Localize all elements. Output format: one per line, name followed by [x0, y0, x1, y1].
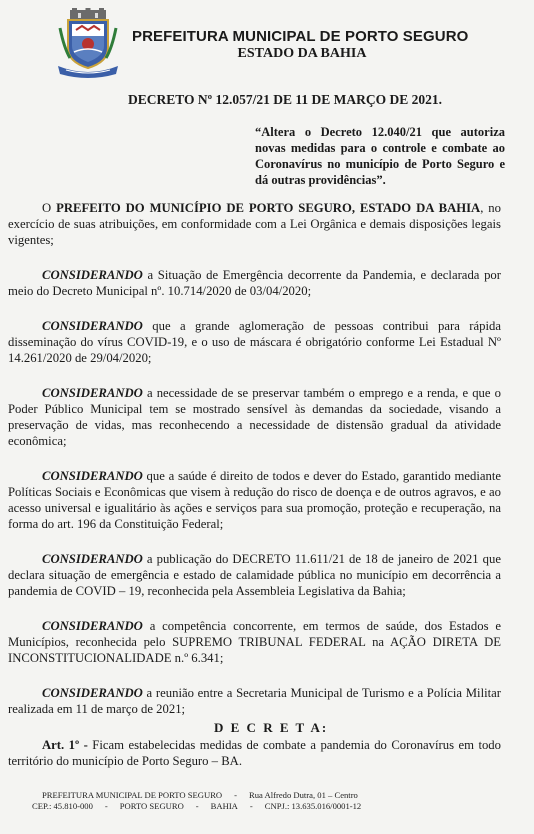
footer-address: Rua Alfredo Dutra, 01 – Centro	[249, 790, 358, 800]
considerando-paragraph	[8, 385, 501, 449]
considerando-label: CONSIDERANDO	[42, 686, 143, 700]
preamble-lead: O	[42, 201, 57, 215]
considerando-label: CONSIDERANDO	[42, 552, 143, 566]
header-title: PREFEITURA MUNICIPAL DE PORTO SEGURO	[132, 28, 469, 45]
considerando-paragraph	[8, 468, 501, 532]
considerando-label: CONSIDERANDO	[42, 619, 143, 633]
considerando-label: CONSIDERANDO	[42, 319, 143, 333]
considerando-paragraph	[8, 267, 501, 299]
header-subtitle: ESTADO DA BAHIA	[237, 46, 367, 61]
considerando-text: a publicação do DECRETO 11.611/21 de 18 de janeiro de 2021 que declara situação de emergência e estado de calamidade pública no município em decorrência a pandemia de COVID – 19, reconhecida pela Assembleia Legislativa da Bahia;	[8, 552, 501, 598]
footer-org: PREFEITURA MUNICIPAL DE PORTO SEGURO	[42, 790, 223, 800]
considerando-text: a necessidade de se preservar também o emprego e a renda, e que o Poder Público Municipal tem se mostrado sensível às demandas da sociedade, visando a preservação de vidas, mas reconhecendo a necessidade de distensão gradual da atividade econômica;	[8, 386, 501, 448]
footer-city: PORTO SEGURO	[119, 801, 184, 811]
considerando-label: CONSIDERANDO	[42, 386, 143, 400]
footer-line-2: CEP.: 45.810-000 - PORTO SEGURO - BAHIA - CNPJ.: 13.635.016/0001-12	[32, 801, 362, 811]
article-1-label: Art. 1º -	[42, 738, 88, 752]
considerando-paragraph	[8, 618, 501, 666]
considerando-label: CONSIDERANDO	[42, 268, 143, 282]
considerando-paragraph	[8, 318, 501, 366]
considerando-paragraph	[8, 551, 501, 599]
footer-cnpj: CNPJ.: 13.635.016/0001-12	[264, 801, 362, 811]
article-1-text: Ficam estabelecidas medidas de combate a pandemia do Coronavírus em todo território do município de Porto Seguro – BA.	[8, 738, 501, 768]
considerando-text: a competência concorrente, em termos de saúde, dos Estados e Municípios, reconhecida pelo SUPREMO TRIBUNAL FEDERAL na AÇÃO DIRETA DE INCONSTITUCIONALIDADE n.º 6.341;	[8, 619, 501, 665]
footer-line-1: PREFEITURA MUNICIPAL DE PORTO SEGURO - Rua Alfredo Dutra, 01 – Centro	[42, 790, 358, 800]
coat-of-arms-icon	[56, 8, 120, 78]
decree-body	[8, 200, 501, 736]
footer-state: BAHIA	[210, 801, 238, 811]
article-1	[8, 737, 501, 769]
decreta-heading: D E C R E T A:	[214, 720, 329, 735]
preamble-paragraph	[8, 200, 501, 248]
preamble-rest: , no exercício de suas atribuições, em conformidade com a Lei Orgânica e demais disposições legais vigentes;	[8, 201, 501, 247]
considerando-paragraph	[8, 685, 501, 717]
considerando-text: a reunião entre a Secretaria Municipal de Turismo e a Polícia Militar realizada em 11 de março de 2021;	[8, 686, 501, 716]
preamble-authority: PREFEITO DO MUNICÍPIO DE PORTO SEGURO, ESTADO DA BAHIA	[56, 201, 481, 215]
page-footer	[20, 790, 500, 812]
decree-title: DECRETO Nº 12.057/21 DE 11 DE MARÇO DE 2021.	[128, 92, 442, 107]
considerando-text: a Situação de Emergência decorrente da Pandemia, e declarada por meio do Decreto Municipal nº. 10.714/2020 de 03/04/2020;	[8, 268, 501, 298]
considerando-label: CONSIDERANDO	[42, 469, 143, 483]
considerando-text: que a grande aglomeração de pessoas contribui para rápida disseminação do vírus COVID-19, e o uso de máscara é obrigatório conforme Lei Estadual Nº 14.261/2020 de 29/04/2020;	[8, 319, 501, 365]
decree-summary: “Altera o Decreto 12.040/21 que autoriza novas medidas para o controle e combate ao Coronavírus no município de Porto Seguro e dá outras providências”.	[255, 125, 505, 187]
considerando-text: que a saúde é direito de todos e dever do Estado, garantido mediante Políticas Sociais e Econômicas que visem à redução do risco de doença e de outros agravos, e ao acesso universal e igualitário às ações e serviços para sua promoção, proteção e recuperação, na forma do art. 196 da Constituição Federal;	[8, 469, 501, 531]
footer-cep: CEP.: 45.810-000	[32, 801, 93, 811]
